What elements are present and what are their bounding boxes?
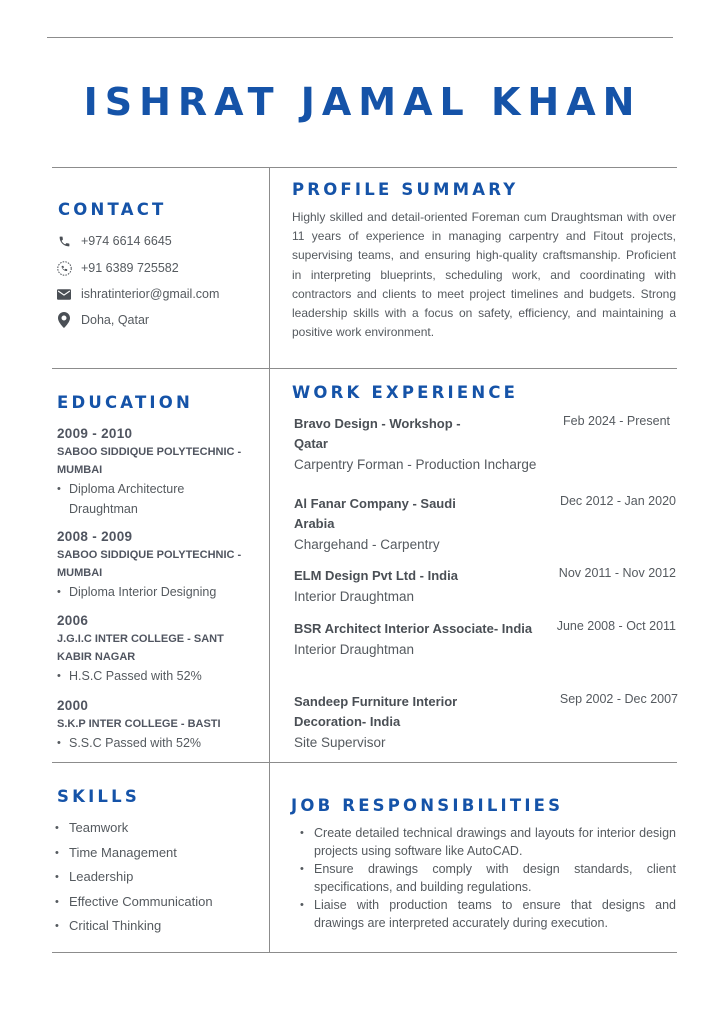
job-responsibilities-heading: JOB RESPONSIBILITIES xyxy=(291,796,564,815)
education-entry xyxy=(57,613,262,686)
education-detail: • Diploma Architecture Draughtman xyxy=(57,479,207,519)
contact-location-text: Doha, Qatar xyxy=(81,313,150,327)
responsibilities-list xyxy=(300,824,676,932)
skill-item: • Leadership xyxy=(55,865,213,890)
education-entry xyxy=(57,529,262,602)
work-role: Interior Draughtman xyxy=(294,642,415,657)
work-date: June 2008 - Oct 2011 xyxy=(556,619,676,633)
work-date: Feb 2024 - Present xyxy=(562,414,670,428)
contact-email-text: ishratinterior@gmail.com xyxy=(81,287,220,301)
top-rule xyxy=(47,37,673,38)
work-role: Carpentry Forman - Production Incharge xyxy=(294,457,537,472)
skill-item: • Critical Thinking xyxy=(55,914,213,939)
education-detail: • Diploma Interior Designing xyxy=(57,582,262,602)
contact-whatsapp xyxy=(55,260,179,276)
education-year: 2000 xyxy=(57,698,89,713)
responsibility-item: • Ensure drawings comply with design standards, client specifications, and building regulations. xyxy=(300,860,676,896)
contact-location xyxy=(55,312,149,328)
work-company: Bravo Design - Workshop - Qatar xyxy=(294,416,461,451)
contact-email xyxy=(55,286,219,302)
contact-phone-text: +974 6614 6645 xyxy=(81,234,172,248)
profile-summary-text: Highly skilled and detail-oriented Foreman cum Draughtsman with over 11 years of experience in managing carpentry and Fitout projects, supervising teams, and ensuring high-quality craftsmanship. Proficient in interpreting blueprints, scheduling work, and coordinating with contractors and clients to meet project timelines and budgets. Strong leadership skills with a focus on safety, efficiency, and maintaining a positive work environment. xyxy=(292,210,676,340)
section-divider-rule xyxy=(52,762,677,763)
whatsapp-icon xyxy=(55,260,73,276)
phone-icon xyxy=(55,233,73,249)
education-year: 2009 - 2010 xyxy=(57,426,133,441)
education-detail: • H.S.C Passed with 52% xyxy=(57,666,262,686)
skill-item: • Effective Communication xyxy=(55,890,213,915)
skills-list xyxy=(55,816,213,939)
work-entry xyxy=(294,692,676,753)
contact-whatsapp-text: +91 6389 725582 xyxy=(81,261,179,275)
email-icon xyxy=(55,286,73,302)
header-divider-rule xyxy=(52,167,677,168)
work-entry xyxy=(294,619,676,660)
profile-summary-heading: PROFILE SUMMARY xyxy=(292,180,519,199)
work-company: ELM Design Pvt Ltd - India xyxy=(294,568,458,583)
bottom-rule xyxy=(52,952,677,953)
candidate-name: ISHRAT JAMAL KHAN xyxy=(83,80,642,124)
education-detail: • S.S.C Passed with 52% xyxy=(57,733,262,753)
work-company: Sandeep Furniture Interior Decoration- India xyxy=(294,694,458,729)
section-divider-rule xyxy=(52,368,677,369)
work-date: Dec 2012 - Jan 2020 xyxy=(559,494,676,508)
work-date: Nov 2011 - Nov 2012 xyxy=(558,566,676,580)
work-company: BSR Architect Interior Associate- India xyxy=(294,621,533,636)
education-year: 2008 - 2009 xyxy=(57,529,133,544)
skills-heading: SKILLS xyxy=(57,787,140,806)
work-company: Al Fanar Company - Saudi Arabia xyxy=(294,496,456,531)
work-role: Interior Draughtman xyxy=(294,589,415,604)
education-year: 2006 xyxy=(57,613,89,628)
education-school: SABOO SIDDIQUE POLYTECHNIC - MUMBAI xyxy=(57,446,242,476)
skill-item: • Teamwork xyxy=(55,816,213,841)
responsibility-item: • Liaise with production teams to ensure that designs and drawings are interpreted accurately during execution. xyxy=(300,896,676,932)
location-pin-icon xyxy=(55,312,73,328)
work-entry xyxy=(294,414,676,475)
education-school: J.G.I.C INTER COLLEGE - SANT KABIR NAGAR xyxy=(57,633,224,663)
work-role: Site Supervisor xyxy=(294,735,386,750)
education-school: SABOO SIDDIQUE POLYTECHNIC - MUMBAI xyxy=(57,549,242,579)
contact-phone xyxy=(55,233,172,249)
work-date: Sep 2002 - Dec 2007 xyxy=(559,692,678,706)
education-heading: EDUCATION xyxy=(57,393,193,412)
column-divider xyxy=(269,167,270,952)
education-entry xyxy=(57,426,262,519)
responsibility-item: • Create detailed technical drawings and layouts for interior design projects using software like AutoCAD. xyxy=(300,824,676,860)
work-entry xyxy=(294,494,676,555)
work-experience-heading: WORK EXPERIENCE xyxy=(292,383,519,402)
work-entry xyxy=(294,566,676,607)
work-role: Chargehand - Carpentry xyxy=(294,537,440,552)
contact-heading: CONTACT xyxy=(58,200,167,219)
education-entry xyxy=(57,698,262,753)
education-school: S.K.P INTER COLLEGE - BASTI xyxy=(57,718,221,730)
skill-item: • Time Management xyxy=(55,841,213,866)
